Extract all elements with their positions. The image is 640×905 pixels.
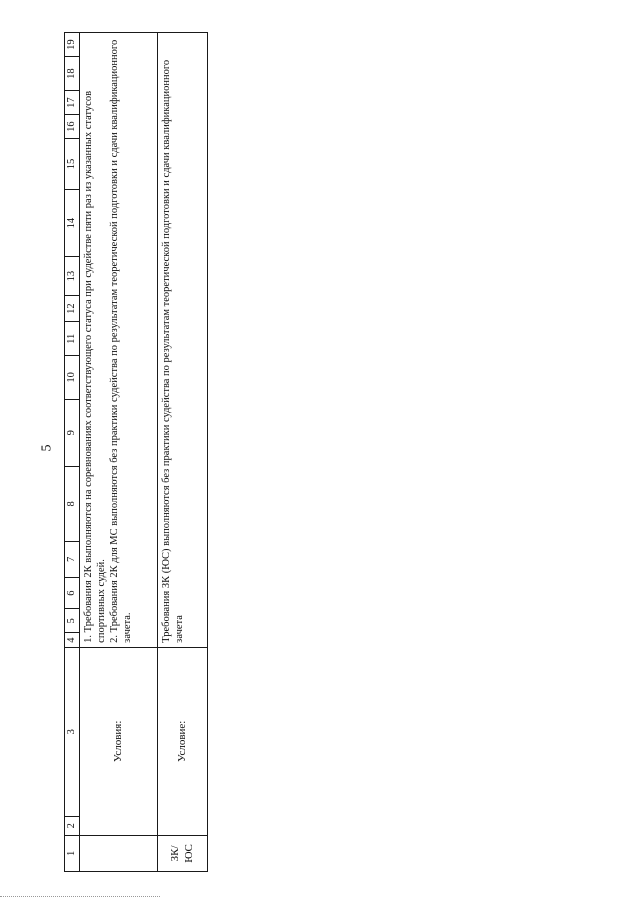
col-number: 19 xyxy=(65,33,80,57)
col-number: 2 xyxy=(65,816,80,835)
footer-divider xyxy=(0,896,160,897)
row-code xyxy=(80,835,158,871)
condition-line: Требования ЗК (ЮС) выполняются без практики судейства по результатам теоретической подготовки и сдачи квалификационного зачета xyxy=(161,59,186,643)
col-number: 15 xyxy=(65,139,80,190)
header-row xyxy=(65,33,80,872)
col-number: 14 xyxy=(65,189,80,257)
page-number: 5 xyxy=(39,444,55,452)
col-number: 7 xyxy=(65,541,80,577)
col-number: 16 xyxy=(65,115,80,139)
col-number: 5 xyxy=(65,609,80,633)
requirements-table xyxy=(64,32,208,872)
col-number: 11 xyxy=(65,322,80,356)
col-number: 9 xyxy=(65,399,80,467)
col-number: 18 xyxy=(65,57,80,91)
col-number: 4 xyxy=(65,633,80,647)
col-number: 13 xyxy=(65,257,80,296)
col-number: 8 xyxy=(65,467,80,542)
condition-label: Условия: xyxy=(80,647,158,835)
col-number: 17 xyxy=(65,91,80,115)
rotated-table-container xyxy=(64,32,208,872)
col-number: 3 xyxy=(65,647,80,816)
col-number: 1 xyxy=(65,835,80,871)
table-row xyxy=(158,33,208,872)
col-number: 12 xyxy=(65,295,80,322)
condition-text xyxy=(158,33,208,648)
table-row xyxy=(80,33,158,872)
row-code: ЗК/ ЮС xyxy=(158,835,208,871)
condition-label: Условие: xyxy=(158,647,208,835)
condition-line: 1. Требования 2К выполняются на соревнованиях соответствующего статуса при судействе пяти раз из указанных статусов спортивных судей. xyxy=(83,90,108,643)
col-number: 10 xyxy=(65,356,80,399)
condition-line: 2. Требования 2К для МС выполняются без практики судейства по результатам теоретической подготовки и сдачи квалификационного зачета. xyxy=(109,39,134,643)
condition-text xyxy=(80,33,158,648)
col-number: 6 xyxy=(65,577,80,608)
